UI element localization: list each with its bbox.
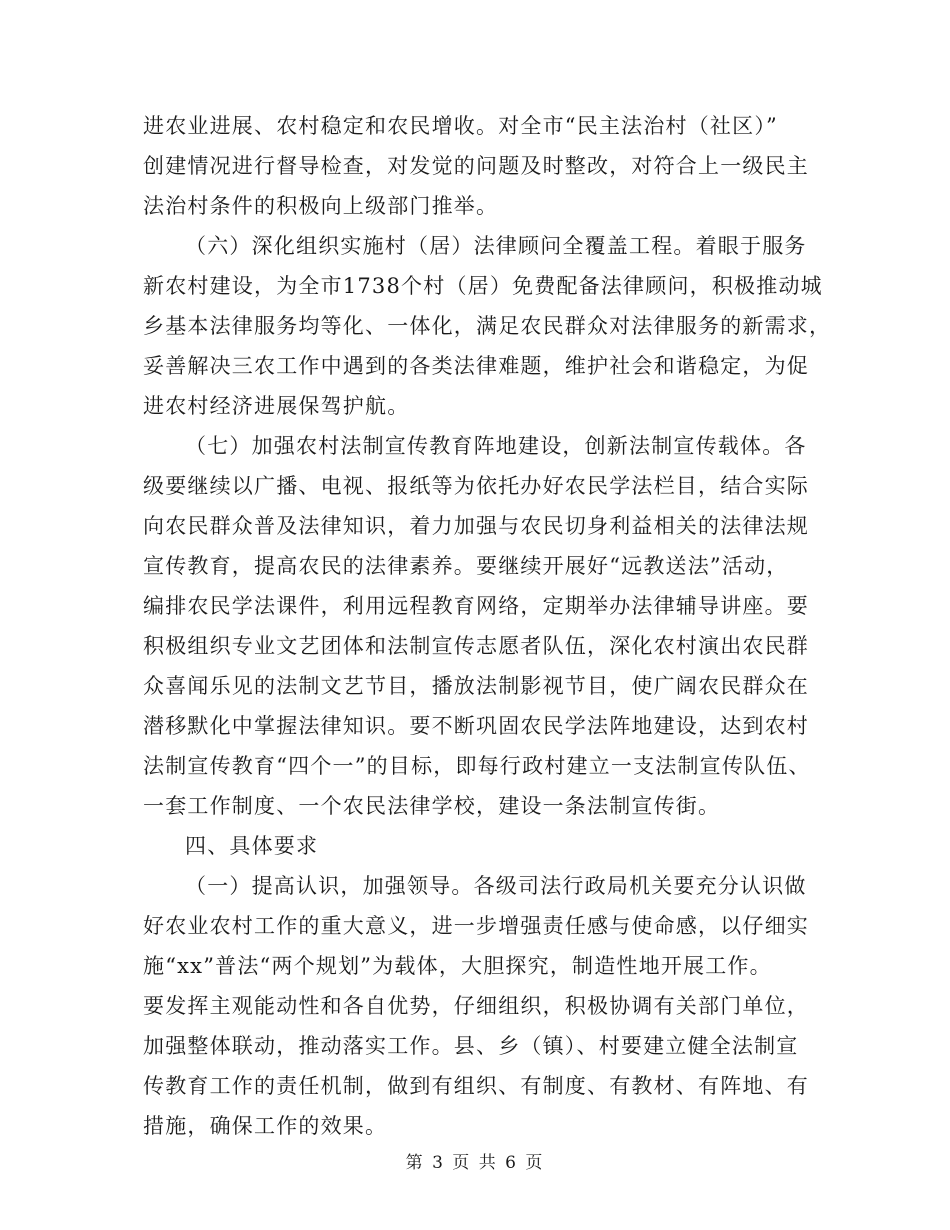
paragraph-first-line: （一）提高认识，加强领导。各级司法行政局机关要充分认识做 <box>185 874 807 898</box>
paragraph-first-line: （七）加强农村法制宣传教育阵地建设，创新法制宣传载体。各 <box>185 434 807 458</box>
text-line: 加强整体联动，推动落实工作。县、乡（镇）、村要建立健全法制宣 <box>143 1034 799 1058</box>
text-line: 措施，确保工作的效果。 <box>143 1114 388 1138</box>
text-line: 好农业农村工作的重大意义，进一步增强责任感与使命感，以仔细实 <box>143 914 809 938</box>
text-line: 向农民群众普及法律知识，着力加强与农民切身利益相关的法律法规 <box>143 514 809 538</box>
text-line: 进农村经济进展保驾护航。 <box>143 394 410 418</box>
text-line: 潜移默化中掌握法律知识。要不断巩固农民学法阵地建设，达到农村 <box>143 714 809 738</box>
text-line: 宣传教育，提高农民的法律素养。要继续开展好“远教送法”活动， <box>143 554 789 578</box>
text-line: 一套工作制度、一个农民法律学校，建设一条法制宣传街。 <box>143 794 721 818</box>
text-line: 法治村条件的积极向上级部门推举。 <box>143 194 499 218</box>
text-line: 积极组织专业文艺团体和法制宣传志愿者队伍，深化农村演出农民群 <box>143 634 809 658</box>
paragraph-first-line: 四、具体要求 <box>185 834 319 858</box>
text-line: 要发挥主观能动性和各自优势，仔细组织，积极协调有关部门单位， <box>143 994 809 1018</box>
paragraph-first-line: （六）深化组织实施村（居）法律顾问全覆盖工程。着眼于服务 <box>185 234 807 258</box>
text-line: 妥善解决三农工作中遇到的各类法律难题，维护社会和谐稳定，为促 <box>143 354 809 378</box>
text-line: 乡基本法律服务均等化、一体化，满足农民群众对法律服务的新需求， <box>143 314 832 338</box>
text-line: 级要继续以广播、电视、报纸等为依托办好农民学法栏目，结合实际 <box>143 474 809 498</box>
text-line: 新农村建设，为全市1738个村（居）免费配备法律顾问，积极推动城 <box>143 274 823 298</box>
body-text <box>143 106 832 1146</box>
text-line: 传教育工作的责任机制，做到有组织、有制度、有教材、有阵地、有 <box>143 1074 809 1098</box>
text-line: 法制宣传教育“四个一”的目标，即每行政村建立一支法制宣传队伍、 <box>143 754 811 778</box>
text-line: 编排农民学法课件，利用远程教育网络，定期举办法律辅导讲座。要 <box>143 594 809 618</box>
text-line: 进农业进展、农村稳定和农民增收。对全市“民主法治村（社区）” <box>143 114 778 138</box>
text-line: 创建情况进行督导检查，对发觉的问题及时整改，对符合上一级民主 <box>143 154 809 178</box>
text-line: 众喜闻乐见的法制文艺节目，播放法制影视节目，使广阔农民群众在 <box>143 674 809 698</box>
page-footer: 第 3 页 共 6 页 <box>405 1153 545 1173</box>
text-line: 施“xx”普法“两个规划”为载体，大胆探究，制造性地开展工作。 <box>143 954 772 978</box>
